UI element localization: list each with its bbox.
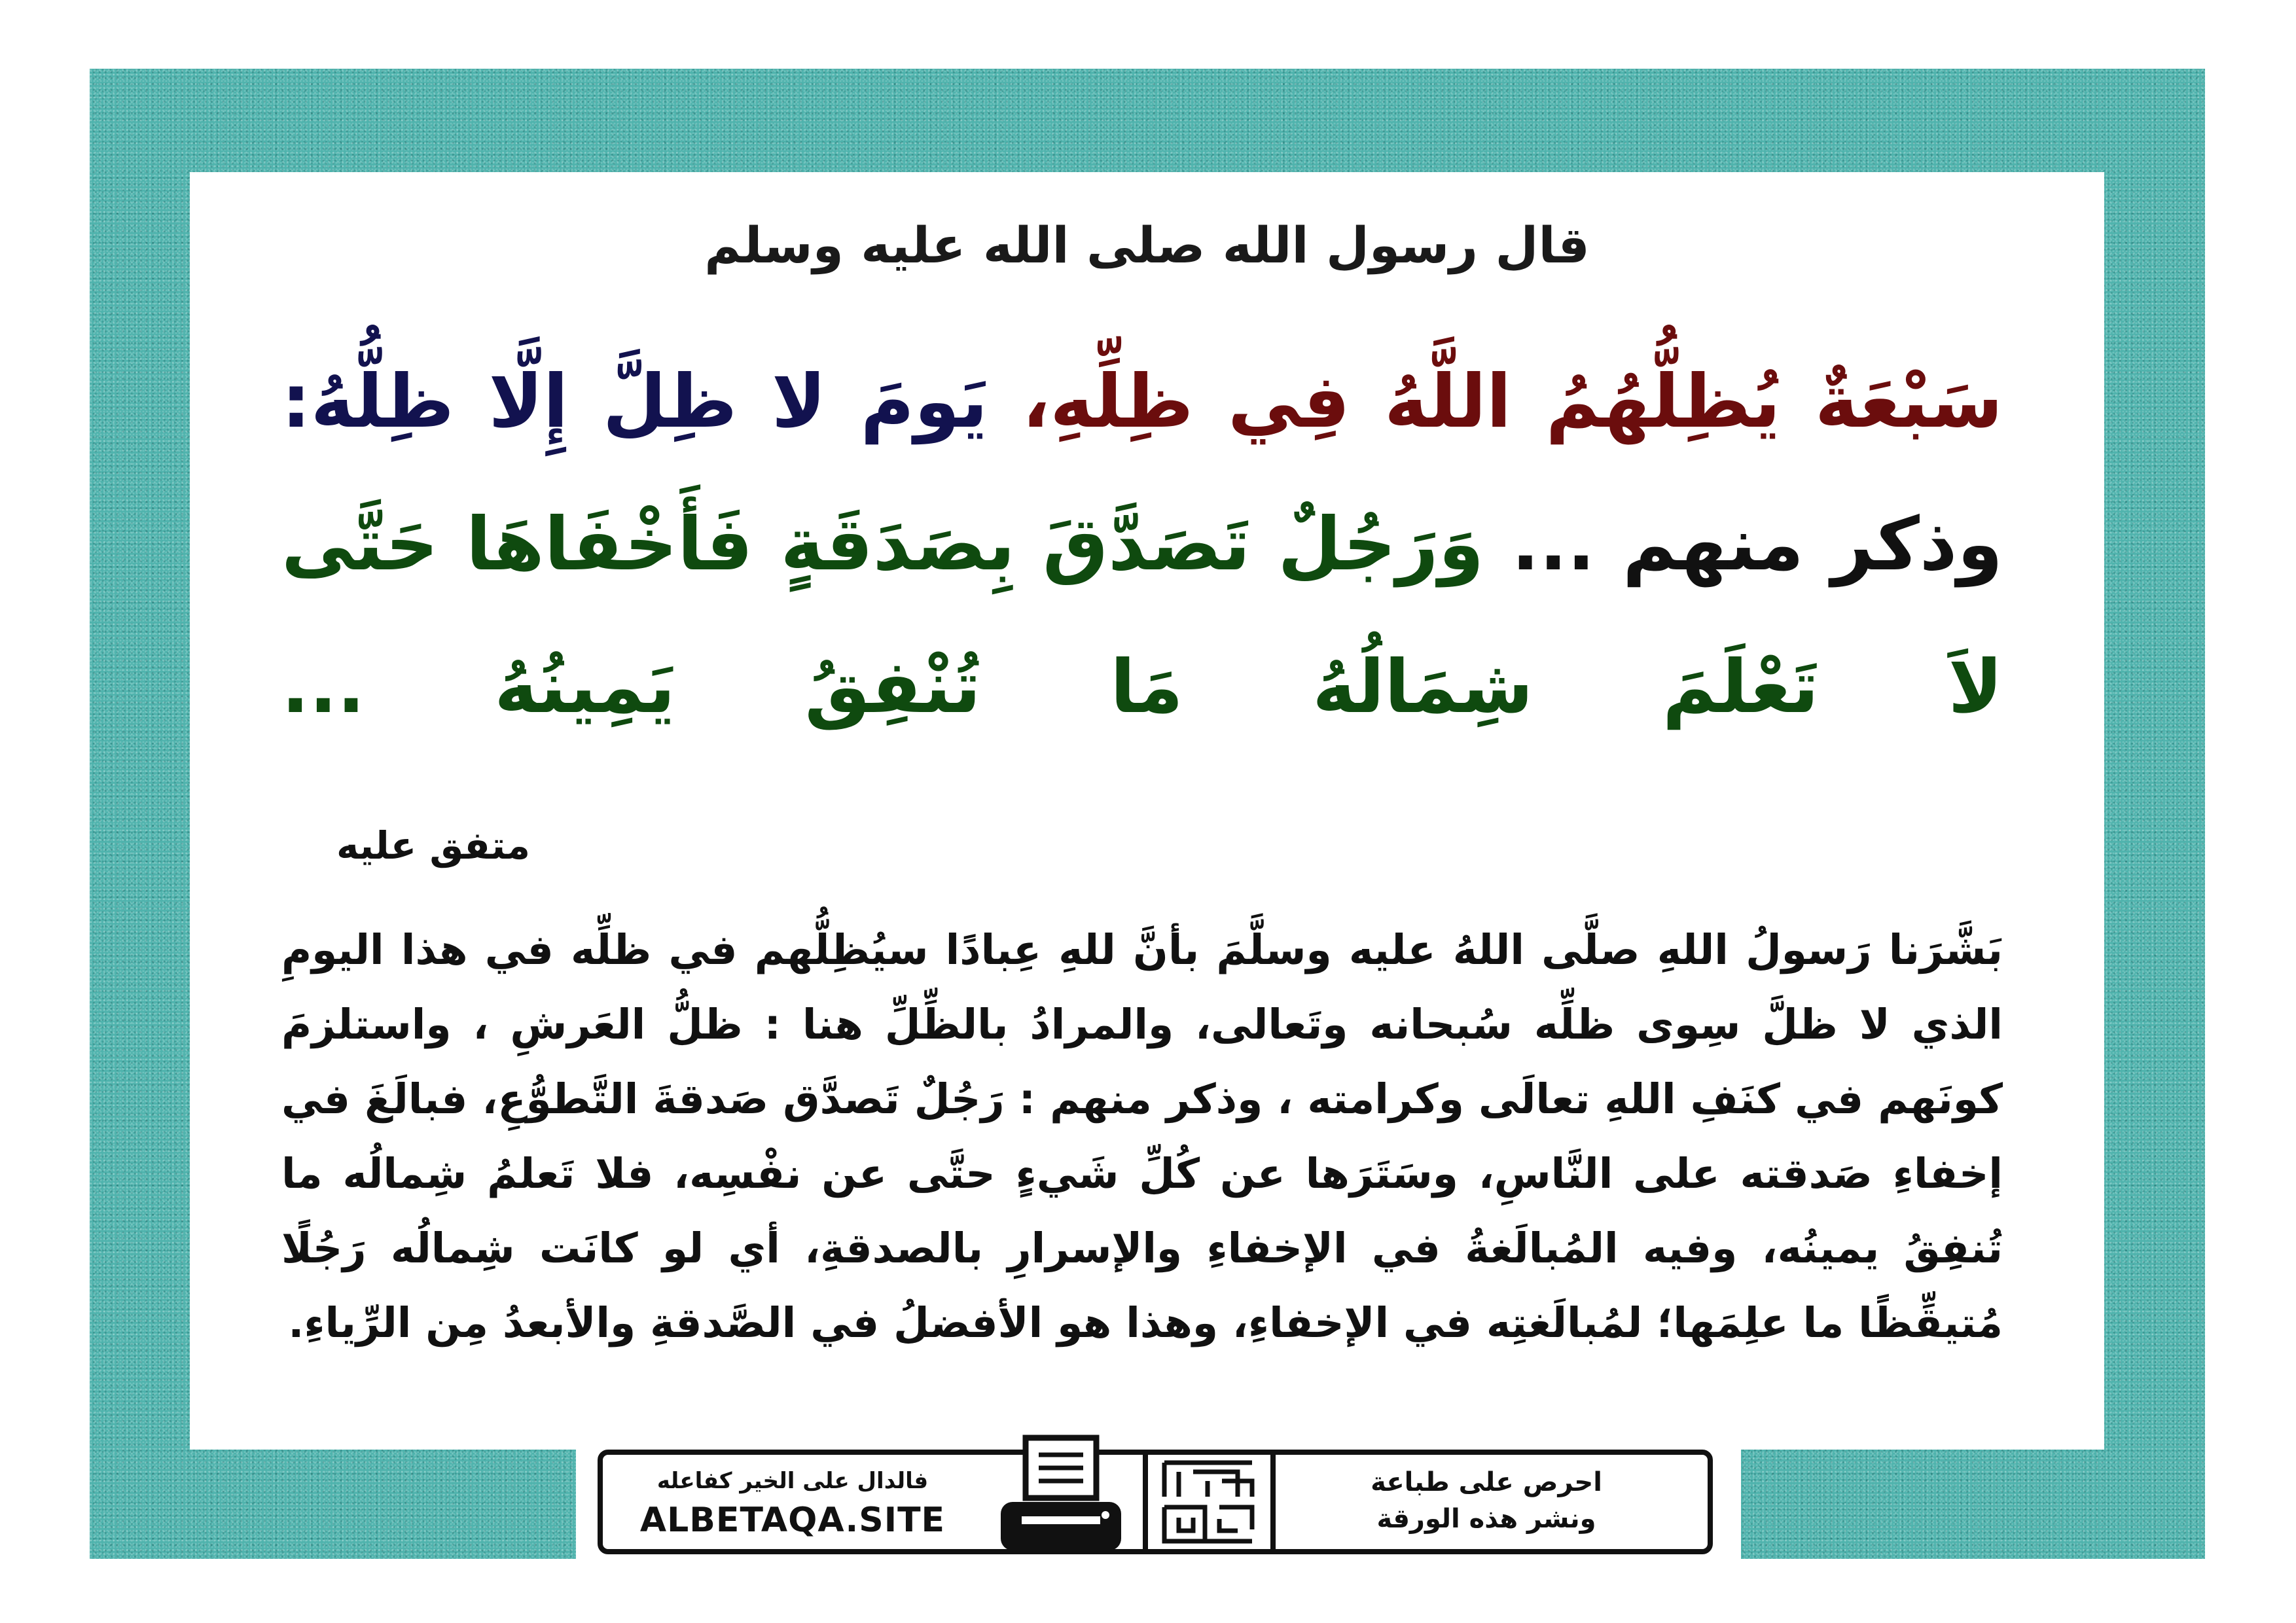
footer-site[interactable]: ALBETAQA.SITE	[639, 1501, 946, 1540]
footer-site-block	[616, 1464, 969, 1543]
dawah-waraqa-logo-icon	[1159, 1457, 1257, 1546]
hadith-part-4: وَرَجُلٌ تَصَدَّقَ بِصَدَقَةٍ فَأَخْفَاهَا حَتَّى لاَ تَعْلَمَ شِمَالُهُ مَا تُنْفِقُ يَمِينُهُ ...	[281, 502, 2003, 730]
hadith-part-3: وذكر منهم ...	[1511, 502, 2003, 587]
hadith-source: متفق عليه	[336, 823, 530, 868]
printer-icon	[996, 1434, 1126, 1558]
footer-divider-left	[1143, 1455, 1148, 1549]
hadith-part-2: يَومَ لا ظِلَّ إِلَّا ظِلُّهُ:	[281, 359, 988, 444]
footer-bar	[598, 1450, 1713, 1554]
footer-care-block	[1290, 1464, 1683, 1543]
footer-care-line-1: احرص على طباعة	[1371, 1467, 1602, 1497]
commentary-text: بَشَّرَنا رَسولُ اللهِ صلَّى اللهُ عليه وسلَّمَ بأنَّ للهِ عِبادًا سيُظِلُّهم في ظلِّه في هذا اليومِ الذي لا ظلَّ سِوى ظلِّه سُبحانه وتَعالى، والمرادُ بالظِّلِّ هنا : ظلُّ العَرشِ ، واستلزمَ كونَهم في كنَفِ اللهِ تعالَى وكرامته ، وذكر منهم : رَجُلٌ تَصدَّق صَدقةَ التَّطوُّعِ، فبالَغَ في إخفاءِ صَدقته على النَّاسِ، وسَتَرَها عن كُلِّ شَيءٍ حتَّى عن نفْسِه، فلا تَعلمُ شِمالُه ما تُنفِقُ يمينُه، وفيه المُبالَغةُ في الإخفاءِ والإسرارِ بالصدقةِ، أي لو كانَت شِمالُه رَجُلًا مُتيقِّظًا ما علِمَها؛ لمُبالَغتِه في الإخفاءِ، وهذا هو الأفضلُ في الصَّدقةِ والأبعدُ مِن الرِّياءِ.	[281, 926, 2003, 1347]
footer-divider-right	[1270, 1455, 1276, 1549]
footer-care-line-2: ونشر هذه الورقة	[1376, 1504, 1596, 1534]
footer-motto: فالدال على الخير كفاعله	[656, 1468, 929, 1494]
hadith-text	[281, 330, 2003, 758]
hadith-part-1: سَبْعَةٌ يُظِلُّهُمُ اللَّهُ فِي ظِلِّهِ،	[1022, 359, 2003, 444]
page-title: قال رسول الله صلى الله عليه وسلم	[704, 216, 1590, 274]
